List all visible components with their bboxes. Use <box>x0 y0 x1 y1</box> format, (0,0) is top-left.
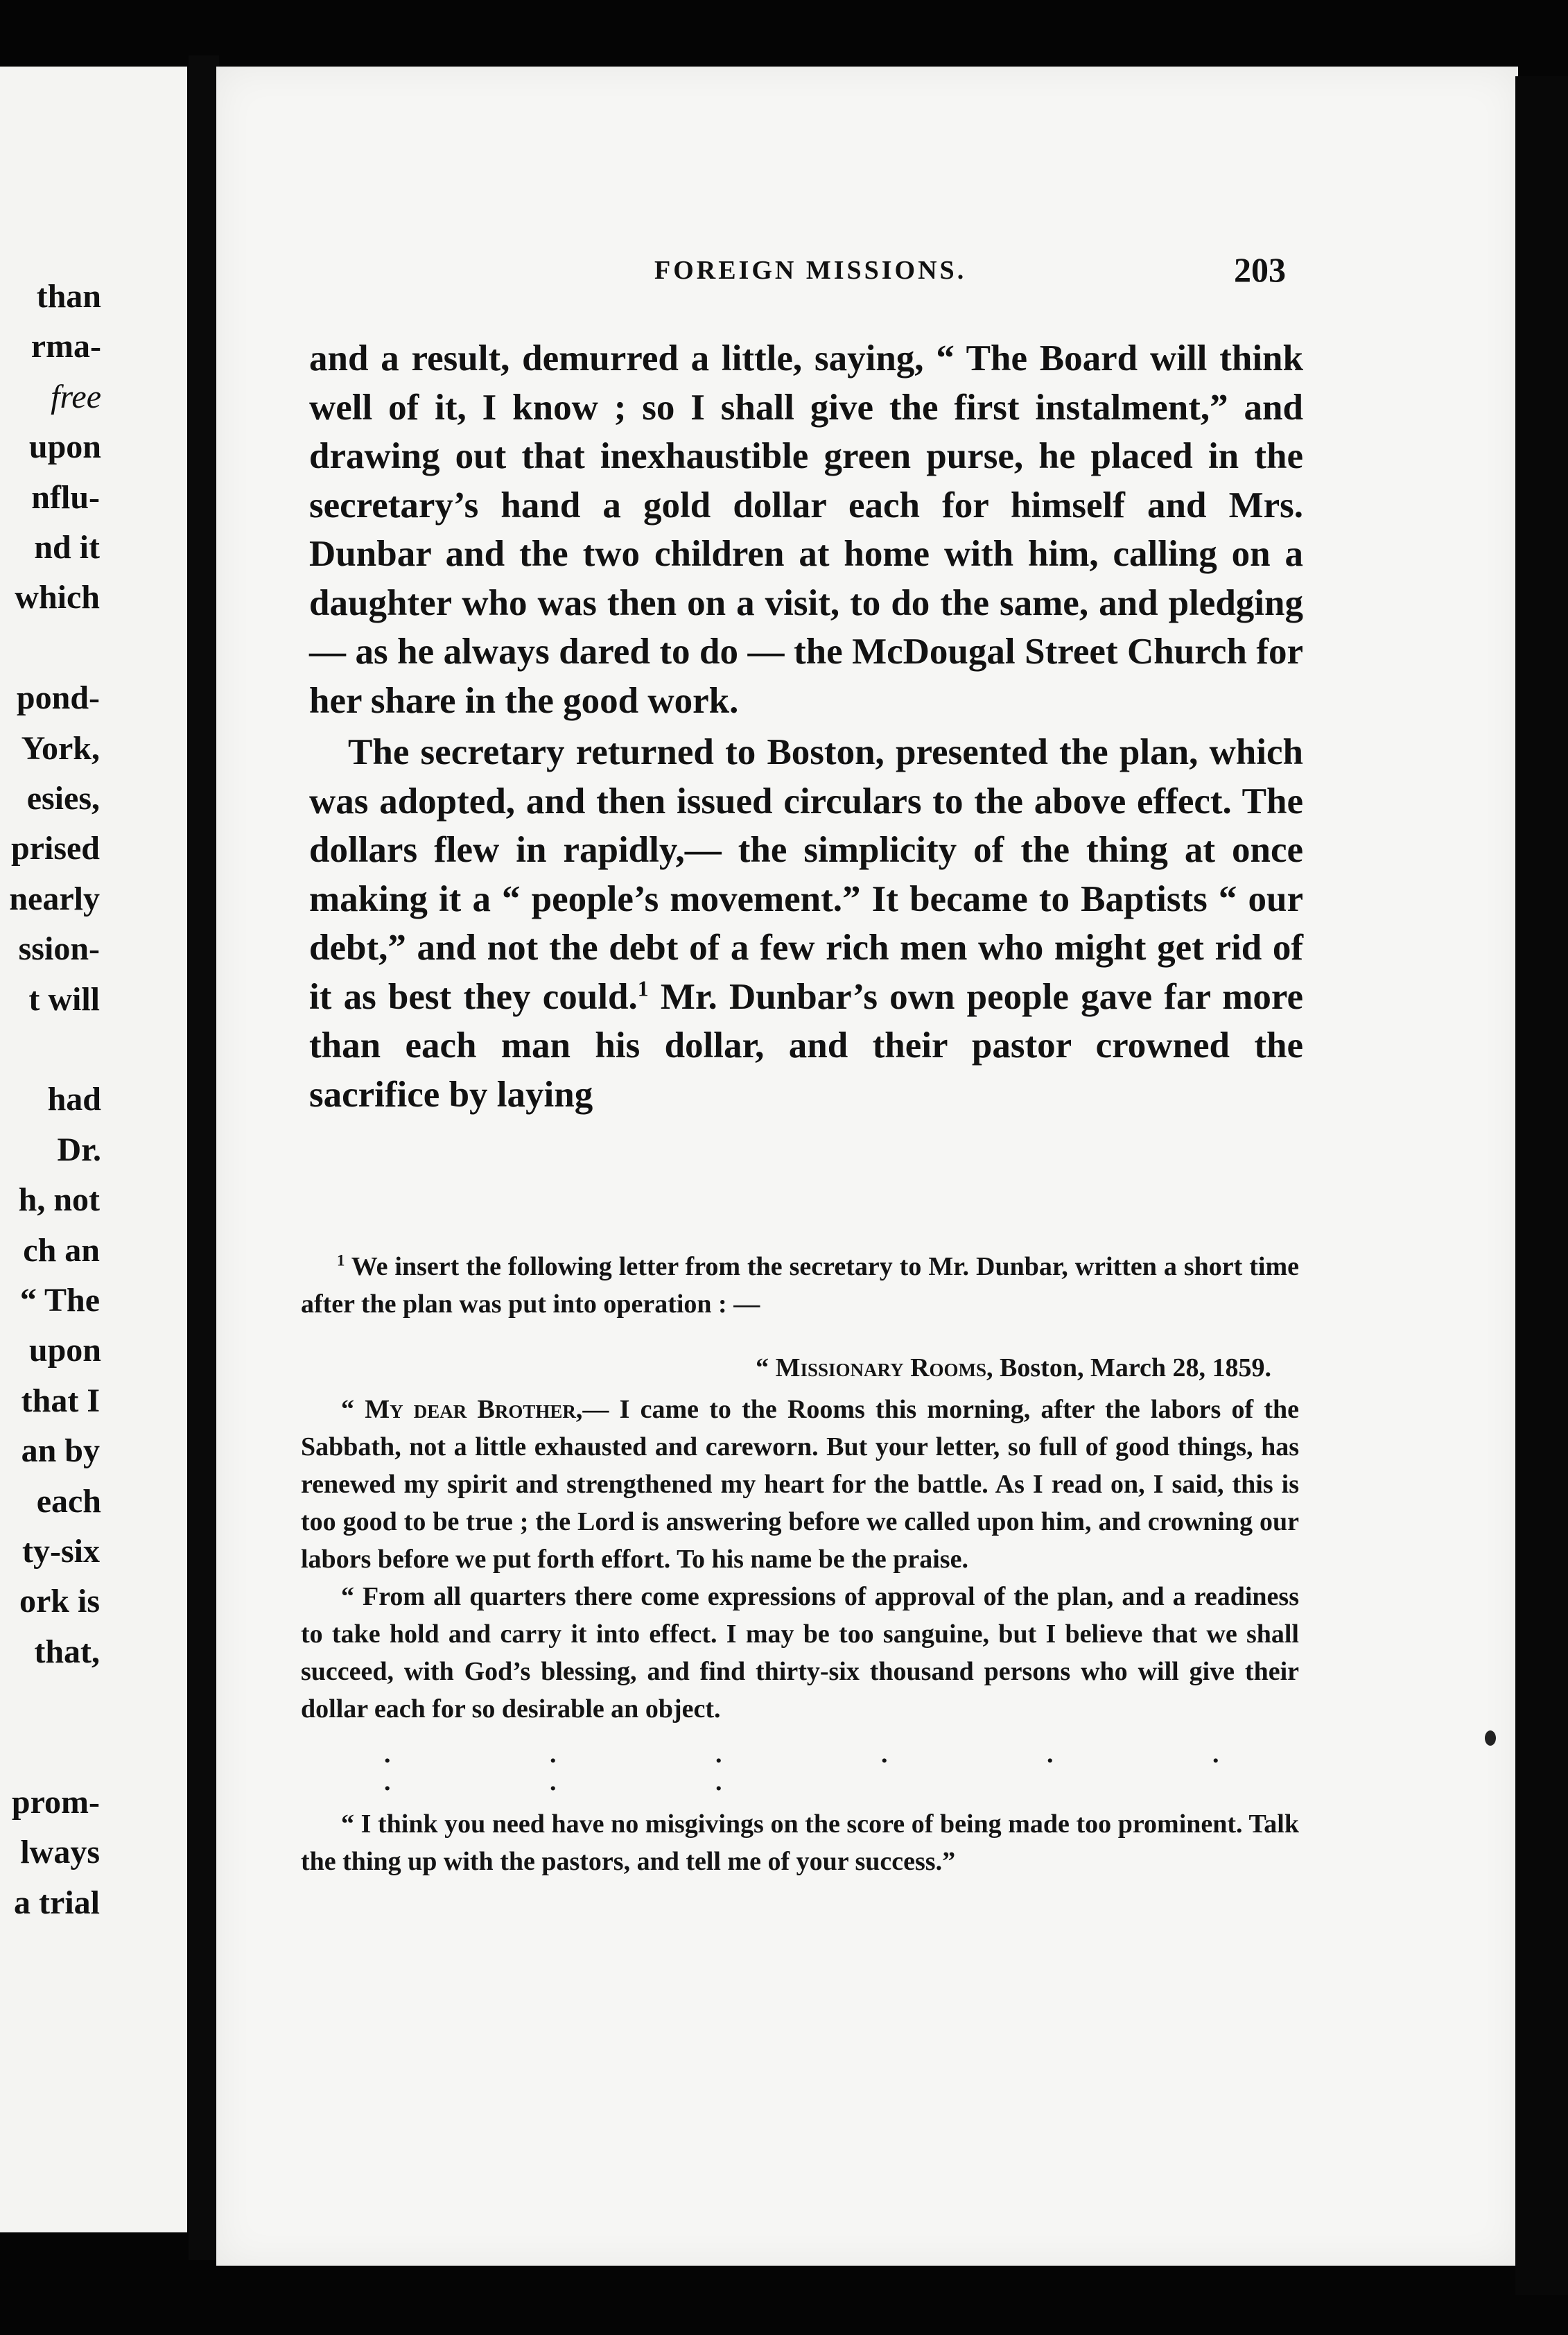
left-page-line-fragment: “ The <box>19 1282 100 1319</box>
page-speck <box>1485 1730 1496 1746</box>
letter-paragraph <box>301 1805 1299 1880</box>
footnote-reference: 1 <box>637 975 649 1000</box>
left-page-line-fragment: than <box>36 278 101 315</box>
book-gutter <box>189 55 219 2260</box>
paragraph-text: and a result, demurred a little, saying, “ The Board will think well of it, I know ; so I shall give the first instalment,” and drawing out that inexhaustible green purse, he placed in the secretary’s hand a gold dollar each for himself and Mrs. Dunbar and the two children at home with him, calling on a daughter who was then on a visit, to do the same, and pledging — as he always dared to do — the McDougal Street Church for her share in the good work. <box>309 338 1303 721</box>
left-page-line-fragment: h, not <box>18 1181 100 1219</box>
left-page-line-fragment: that I <box>21 1382 100 1419</box>
footnote-text: We insert the following letter from the secretary to Mr. Dunbar, written a short time after the plan was put into operation : — <box>301 1252 1299 1319</box>
left-page-line-fragment: which <box>15 579 100 616</box>
left-page-line-fragment: nearly <box>9 880 100 917</box>
left-page-line-fragment: had <box>47 1081 101 1118</box>
letter-text: “ I think you need have no misgivings on the score of being made too prominent. Talk the thing up with the pastors, and tell me of your success.” <box>301 1809 1299 1876</box>
left-page-line-fragment: upon <box>28 1332 101 1369</box>
left-page-line-fragment: nd it <box>34 529 100 566</box>
letter-dateline <box>301 1349 1271 1387</box>
left-page-line-fragment: prised <box>10 830 100 867</box>
left-page-line-fragment: ty-six <box>22 1533 100 1570</box>
dateline-date: Boston, March 28, 1859. <box>993 1353 1271 1382</box>
left-page-line-fragment: rma- <box>31 328 101 365</box>
facing-left-page <box>0 67 187 2232</box>
left-page-line-fragment: lways <box>20 1834 100 1871</box>
ellipsis-row: . . . . . . . . . <box>384 1739 1296 1796</box>
page-number: 203 <box>1234 250 1286 289</box>
left-page-line-fragment: a trial <box>14 1884 100 1921</box>
running-head <box>654 250 1302 289</box>
paragraph-text: Mr. Dunbar’s own people gave far more than each man his dollar, and their pastor crowned the sacrifice by laying <box>309 976 1303 1115</box>
left-page-line-fragment: ssion- <box>18 930 100 968</box>
footnote <box>301 1248 1299 1880</box>
left-page-line-fragment: ch an <box>23 1231 100 1269</box>
letter-salutation: “ My dear Brother, <box>341 1395 583 1424</box>
body-paragraph <box>309 334 1303 725</box>
left-page-line-fragment: York, <box>21 729 100 767</box>
left-page-line-fragment: that, <box>34 1633 100 1670</box>
left-page-line-fragment: Dr. <box>57 1131 101 1168</box>
body-paragraph <box>309 728 1303 1119</box>
letter-paragraph <box>301 1578 1299 1728</box>
left-page-line-fragment: free <box>51 378 101 415</box>
left-page-line-fragment: esies, <box>26 780 100 817</box>
main-text <box>309 334 1303 1119</box>
left-page-line-fragment: nflu- <box>31 478 100 516</box>
left-page-line-fragment: pond- <box>16 679 100 717</box>
left-page-line-fragment: upon <box>28 428 101 466</box>
letter-text: “ From all quarters there come expressions of approval of the plan, and a readiness to take hold and carry it into effect. I may be too sanguine, but I believe that we shall succeed, with God’s blessing, and find thirty-six thousand persons who will give their dollar each for so desirable an object. <box>301 1582 1299 1724</box>
left-page-line-fragment: ork is <box>19 1583 100 1620</box>
left-page-line-fragment: each <box>36 1482 101 1520</box>
letter-text: — I came to the Rooms this morning, after the labors of the Sabbath, not a little exhausted and careworn. But your letter, so full of good things, has renewed my spirit and strengthened my heart for the battle. As I read on, I said, this is too good to be true ; the Lord is answering before we called upon him, and crowning our labors before we put forth effort. To his name be the praise. <box>301 1395 1300 1574</box>
dateline-place: “ Missionary Rooms, <box>756 1353 993 1382</box>
letter-paragraph <box>301 1391 1299 1578</box>
left-page-line-fragment: prom- <box>11 1784 100 1821</box>
running-title: FOREIGN MISSIONS. <box>654 256 967 285</box>
footnote-intro <box>301 1248 1299 1323</box>
footnote-marker: 1 <box>337 1251 345 1269</box>
page-edge-shadow <box>1515 76 1568 2295</box>
left-page-line-fragment: an by <box>21 1432 100 1470</box>
paragraph-text: The secretary returned to Boston, presented the plan, which was adopted, and then issued circulars to the above effect. The dollars flew in rapidly,— the simplicity of the thing at once making it a “ people’s movement.” It became to Baptists “ our debt,” and not the debt of a few rich men who might get rid of it as best they could. <box>309 732 1303 1017</box>
left-page-line-fragment: t will <box>28 980 100 1018</box>
